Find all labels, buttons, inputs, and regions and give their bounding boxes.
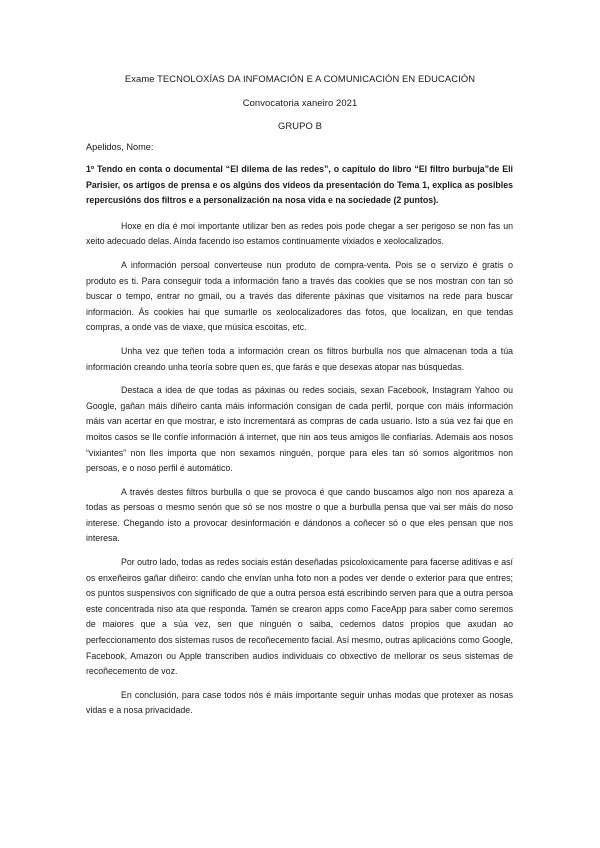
answer-paragraph: Por outro lado, todas as redes sociais están deseñadas psicoloxicamente para facerse aditivas e así os enxeñeiros gañar diñeiro: cando che envían unha foto non a podes ver dende o exterior para que entres; os puntos suspensivos con significado de que a outra persoa está escribindo serven para que a outra persoa este concentrada niso ata que responda. Tamén se crearon apps como FaceApp para saber como seremos de maiores que a súa vez, sen que ninguén o saiba, cedemos datos propios que axudan ao perfeccionamento dos sistemas rusos de recoñecemento facial. Así mesmo, outras aplicacións como Google, Facebook, Amazon ou Apple transcriben audios individuais co obxectivo de mellorar os seus sistemas de recoñecemento de voz. <box>86 557 513 677</box>
student-name-label: Apelidos, Nome: <box>86 142 154 152</box>
question-text: 1º Tendo en conta o documental “El dilema de las redes”, o capítulo do libro “El filtro burbuja”de Eli Parisier, os artigos de prensa e os algúns dos vídeos da presentación do Tema 1, explica as posibles repercusións dos filtros e a personalización na nosa vida e na sociedade (2 puntos). <box>86 164 513 206</box>
exam-group: GRUPO B <box>278 120 322 131</box>
answer-paragraph: Unha vez que teñen toda a información crean os filtros burbulla nos que almacenan toda a túa información creando unha teoría sobre quen es, que farás e que desexas atopar nas búsquedas. <box>86 345 513 372</box>
answer-paragraph: Hoxe en día é moi importante utilizar ben as redes pois pode chegar a ser perigoso se non fas un xeito adecuado delas. Aínda facendo iso estamos continuamente vixiados e xeolocalizados. <box>86 220 513 247</box>
exam-convocatoria: Convocatoria xaneiro 2021 <box>242 97 358 108</box>
answer-paragraph: Destaca a idea de que todas as páxinas ou redes sociais, sexan Facebook, Instagram Yahoo ou Google, gañan máis diñeiro canta máis información consigan de cada perfil, porque con máis información máis van acertar en que mostrar, e isto incrementará as compras de cada usuario. Isto a súa vez fai que en moitos casos se lle confíe información á internet, que nin aos teus amigos lle confiarías. Ademais aos nosos “vixiantes” non lles importa que non sexamos ninguén, porque para eles tan só somos algoritmos non persoas, e o noso perfil é automático. <box>86 385 513 474</box>
answer-paragraph: En conclusión, para case todos nós é máis importante seguir unhas modas que protexer as nosas vidas e a nosa privacidade. <box>86 689 513 716</box>
answer-paragraph: A información persoal converteuse nun produto de compra-venta. Pois se o servizo é gratis o produto es ti. Para conseguir toda a información fano a través das cookies que se nos mostran con tan só buscar o tempo, entrar no gmail, ou a través das diferente páxinas que visitamos na rede para buscar información. Ás cookies hai que sumarlle os xeolocalizadores das fotos, que localizan, en que tendas compras, a onde vas de viaxe, que música escoitas, etc. <box>86 259 513 333</box>
answer-paragraph: A través destes filtros burbulla o que se provoca é que cando buscamos algo non nos apareza a todas as persoas o mesmo senón que só se nos mostre o que a burbulla pensa que vai ser máis do noso interese. Chegando isto a provocar desinformación e dándonos a coñecer só o que eles pensan que nos interesa. <box>86 486 513 544</box>
answer-body <box>86 162 513 727</box>
exam-title: Exame TECNOLOXÍAS DA INFOMACIÓN E A COMUNICACIÓN EN EDUCACIÓN <box>124 73 476 84</box>
